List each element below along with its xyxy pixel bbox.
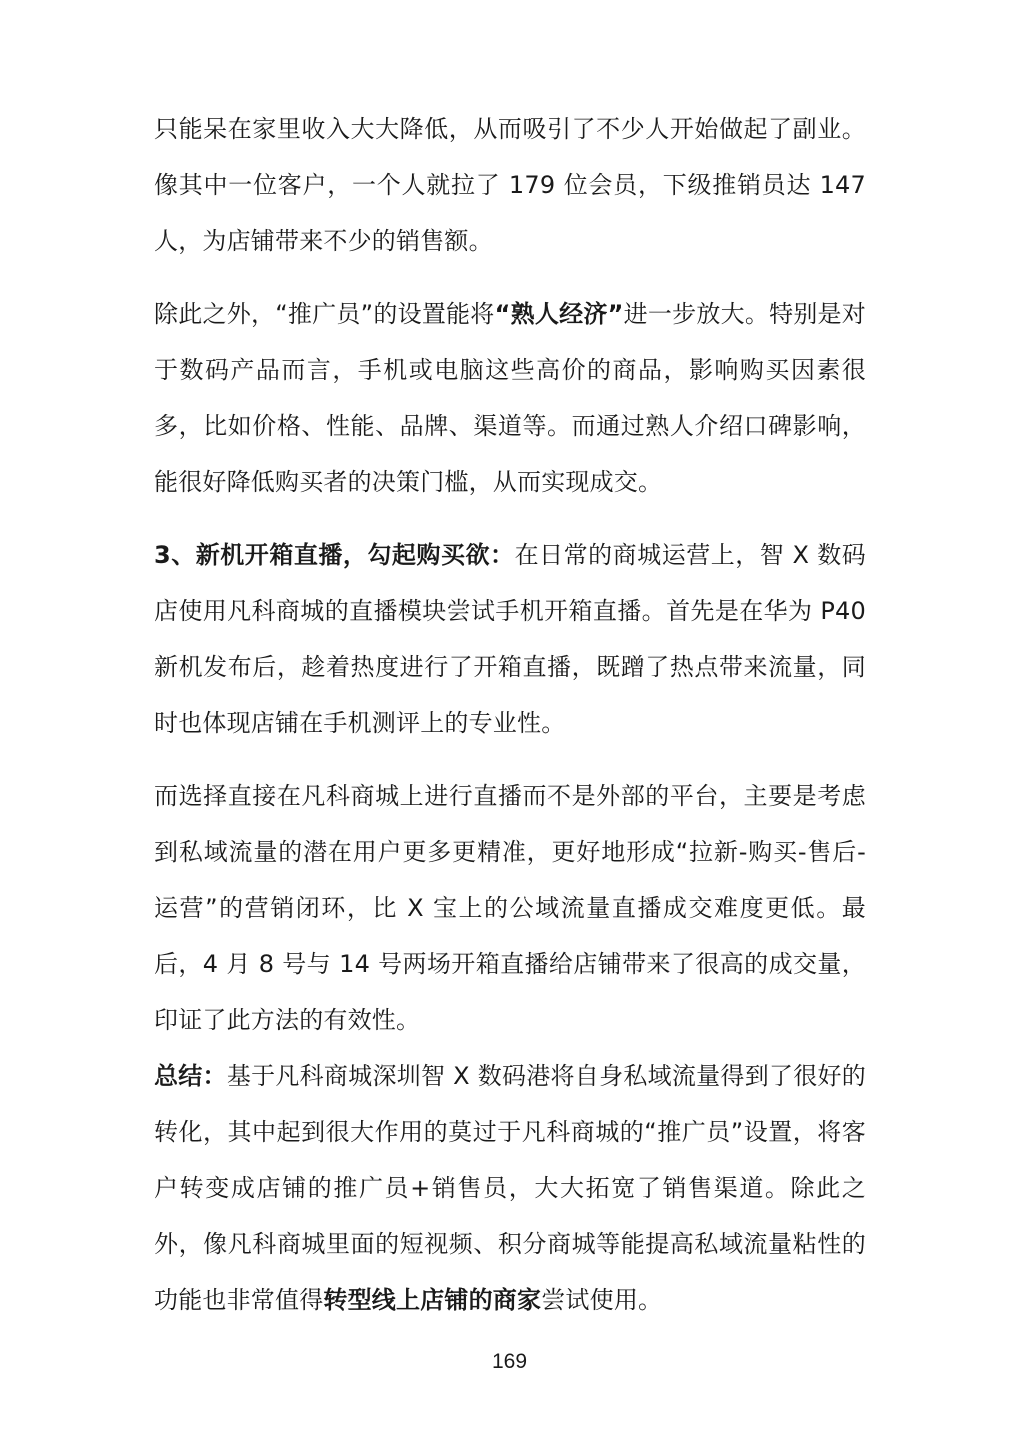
paragraph-referral-economy — [154, 286, 866, 510]
bold-text-segment: “熟人经济” — [494, 300, 624, 328]
text-segment: 在日常的商城运营上，智 X 数码店使用凡科商城的直播模块尝试手机开箱直播。首先是在华为 P40 新机发布后，趁着热度进行了开箱直播，既蹭了热点带来流量，同时也体现店铺在手机测评上的专业性。 — [154, 541, 866, 737]
text-segment: 基于凡科商城深圳智 X 数码港将自身私域流量得到了很好的转化，其中起到很大作用的莫过于凡科商城的“推广员”设置，将客户转变成店铺的推广员+销售员，大大拓宽了销售渠道。除此之外，像凡科商城里面的短视频、积分商城等能提高私域流量粘性的功能也非常值得 — [154, 1062, 866, 1314]
page-number: 169 — [491, 1350, 528, 1373]
text-segment: 而选择直接在凡科商城上进行直播而不是外部的平台，主要是考虑到私域流量的潜在用户更多更精准，更好地形成“拉新-购买-售后-运营”的营销闭环，比 X 宝上的公域流量直播成交难度更低。最后，4 月 8 号与 14 号两场开箱直播给店铺带来了很高的成交量，印证了此方法的有效性。 — [154, 782, 866, 1034]
bold-text-segment: 转型线上店铺的商家 — [323, 1286, 542, 1314]
paragraph-remote-income — [154, 101, 866, 269]
summary-label: 总结： — [154, 1062, 227, 1090]
document-body — [154, 101, 866, 1328]
text-segment: 除此之外，“推广员”的设置能将 — [154, 300, 495, 328]
text-segment: 尝试使用。 — [541, 1286, 663, 1314]
paragraph-summary — [154, 1048, 866, 1328]
paragraph-unboxing-livestream — [154, 527, 866, 751]
text-segment: 只能呆在家里收入大大降低，从而吸引了不少人开始做起了副业。像其中一位客户，一个人就拉了 179 位会员，下级推销员达 147 人，为店铺带来不少的销售额。 — [154, 115, 866, 255]
section-heading: 3、新机开箱直播，勾起购买欲： — [154, 541, 515, 569]
text-segment: 进一步放大。特别是对于数码产品而言，手机或电脑这些高价的商品，影响购买因素很多，比如价格、性能、品牌、渠道等。而通过熟人介绍口碑影响，能很好降低购买者的决策门槛，从而实现成交。 — [154, 300, 867, 496]
paragraph-private-traffic — [154, 768, 866, 1048]
